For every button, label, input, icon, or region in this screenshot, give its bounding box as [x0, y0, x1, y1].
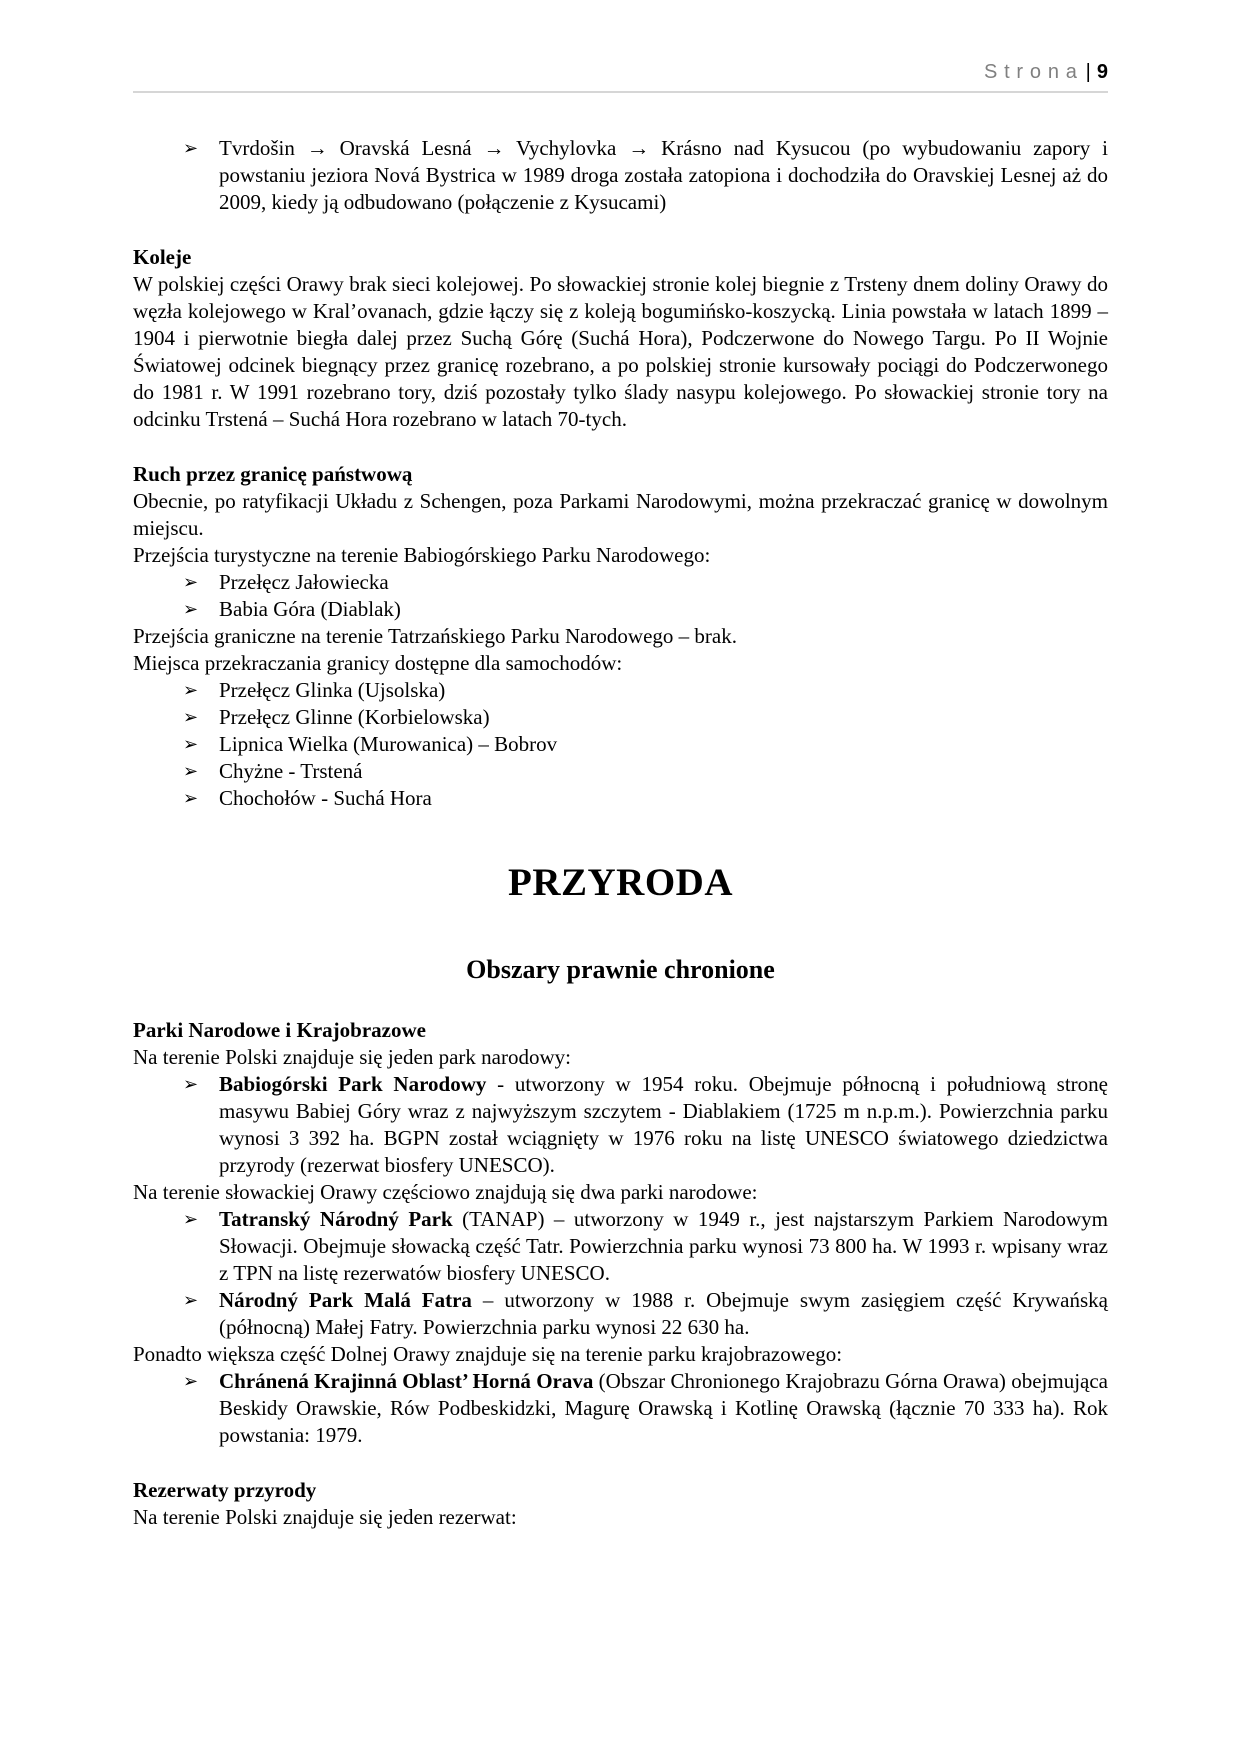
arrow-bullet-icon: ➢ [183, 138, 199, 159]
list-item-babiogorski [133, 1071, 1108, 1179]
rezerwaty-intro: Na terenie Polski znajduje się jeden rezerwat: [133, 1505, 517, 1529]
arrow-bullet-icon: ➢ [183, 1371, 199, 1392]
arrow-bullet-icon: ➢ [183, 680, 199, 701]
section-heading-koleje: Koleje [133, 245, 192, 269]
landscape-park-intro: Ponadto większa część Dolnej Orawy znajduje się na terenie parku krajobrazowego: [133, 1342, 843, 1366]
tatra-note: Przejścia graniczne na terenie Tatrzańskiego Parku Narodowego – brak. [133, 624, 737, 648]
page-number: 9 [1096, 61, 1108, 83]
park-name: Tatranský Národný Park [219, 1207, 453, 1231]
list-item [133, 569, 1108, 596]
park-name: Babiogórski Park Narodowy [219, 1072, 487, 1096]
park-name: Chránená Krajinná Oblast’ Horná Orava [219, 1369, 594, 1393]
park-description: (TANAP) – utworzony w 1949 r., jest najstarszym Parkiem Narodowym Słowacji. Obejmuje słowacką część Tatr. Powierzchnia parku wynosi 73 800 ha. W 1993 r. wpisany wraz z TPN na listę rezerwatów biosfery UNESCO. [219, 1207, 1108, 1285]
list-item-text: Chochołów - Suchá Hora [219, 786, 432, 810]
section-heading-rezerwaty: Rezerwaty przyrody [133, 1478, 317, 1502]
list-item [133, 758, 1108, 785]
arrow-bullet-icon: ➢ [183, 572, 199, 593]
list-item [133, 596, 1108, 623]
slovakia-park-list [133, 1206, 1108, 1341]
list-item-text: Lipnica Wielka (Murowanica) – Bobrov [219, 732, 558, 756]
list-item-mala-fatra [133, 1287, 1108, 1341]
list-item-text: Babia Góra (Diablak) [219, 597, 401, 621]
page-header-separator: | [1085, 61, 1091, 83]
list-item-text: Przełęcz Jałowiecka [219, 570, 389, 594]
subtitle-obszary: Obszary prawnie chronione [466, 955, 775, 984]
list-item-tanap [133, 1206, 1108, 1287]
car-crossings-list [133, 677, 1108, 812]
page-header [133, 0, 1108, 93]
arrow-bullet-icon: ➢ [183, 1290, 199, 1311]
list-item [133, 785, 1108, 812]
poland-park-list [133, 1071, 1108, 1179]
slovakia-park-intro: Na terenie słowackiej Orawy częściowo znajdują się dwa parki narodowe: [133, 1180, 758, 1204]
park-description: (Obszar Chronionego Krajobrazu Górna Orawa) obejmująca Beskidy Orawskie, Rów Podbeskidzki, Magurę Orawską i Kotlinę Orawską (łącznie 70 333 ha). Rok powstania: 1979. [219, 1369, 1109, 1447]
list-item [133, 677, 1108, 704]
tourist-crossings-list [133, 569, 1108, 623]
arrow-bullet-icon: ➢ [183, 761, 199, 782]
route-text: Tvrdošin → Oravská Lesná → Vychylovka → Krásno nad Kysucou (po wybudowaniu zapory i powstaniu jeziora Nová Bystrica w 1989 droga została zatopiona i dochodziła do Oravskiej Lesnej aż do 2009, kiedy ją odbudowano (połączenie z Kysucami) [219, 136, 1108, 214]
document-body [133, 135, 1108, 1531]
page-title-przyroda: PRZYRODA [508, 861, 733, 904]
list-item-route [133, 135, 1108, 216]
car-crossings-label: Miejsca przekraczania granicy dostępne dla samochodów: [133, 651, 623, 675]
arrow-bullet-icon: ➢ [183, 599, 199, 620]
park-name: Národný Park Malá Fatra [219, 1288, 472, 1312]
list-item-text: Przełęcz Glinne (Korbielowska) [219, 705, 490, 729]
poland-park-intro: Na terenie Polski znajduje się jeden park narodowy: [133, 1045, 571, 1069]
arrow-bullet-icon: ➢ [183, 707, 199, 728]
koleje-paragraph: W polskiej części Orawy brak sieci kolejowej. Po słowackiej stronie kolej biegnie z Trsteny dnem doliny Orawy do węzła kolejowego w Kral’ovanach, gdzie łączy się z koleją bogumińsko-koszycką. Linia powstała w latach 1899 – 1904 i pierwotnie biegła dalej przez Suchą Górę (Suchá Hora), Podczerwone do Nowego Targu. Po II Wojnie Światowej odcinek biegnący przez granicę rozebrano, a po polskiej stronie kursowały pociągi do Podczerwonego do 1981 r. W 1991 rozebrano tory, dziś pozostały tylko ślady nasypu kolejowego. Po słowackiej stronie tory na odcinku Trstená – Suchá Hora rozebrano w latach 70-tych. [133, 272, 1108, 431]
list-item-horna-orava [133, 1368, 1108, 1449]
section-heading-granica: Ruch przez granicę państwową [133, 462, 413, 486]
arrow-bullet-icon: ➢ [183, 1074, 199, 1095]
park-description: – utworzony w 1988 r. Obejmuje swym zasięgiem część Krywańską (północną) Małej Fatry. Powierzchnia parku wynosi 22 630 ha. [219, 1288, 1108, 1339]
page-header-label: Strona [983, 61, 1084, 83]
arrow-bullet-icon: ➢ [183, 734, 199, 755]
granica-intro: Obecnie, po ratyfikacji Układu z Schengen, poza Parkami Narodowymi, można przekraczać granicę w dowolnym miejscu. [133, 489, 1108, 540]
tourist-crossings-label: Przejścia turystyczne na terenie Babiogórskiego Parku Narodowego: [133, 543, 711, 567]
arrow-bullet-icon: ➢ [183, 1209, 199, 1230]
list-item [133, 704, 1108, 731]
route-list [133, 135, 1108, 216]
park-description: - utworzony w 1954 roku. Obejmuje północną i południową stronę masywu Babiej Góry wraz z najwyższym szczytem - Diablakiem (1725 m n.p.m.). Powierzchnia parku wynosi 3 392 ha. BGPN został wciągnięty w 1976 roku na listę UNESCO światowego dziedzictwa przyrody (rezerwat biosfery UNESCO). [219, 1072, 1108, 1177]
section-heading-parki: Parki Narodowe i Krajobrazowe [133, 1018, 426, 1042]
list-item-text: Chyżne - Trstená [219, 759, 363, 783]
list-item-text: Przełęcz Glinka (Ujsolska) [219, 678, 446, 702]
list-item [133, 731, 1108, 758]
landscape-park-list [133, 1368, 1108, 1449]
arrow-bullet-icon: ➢ [183, 788, 199, 809]
